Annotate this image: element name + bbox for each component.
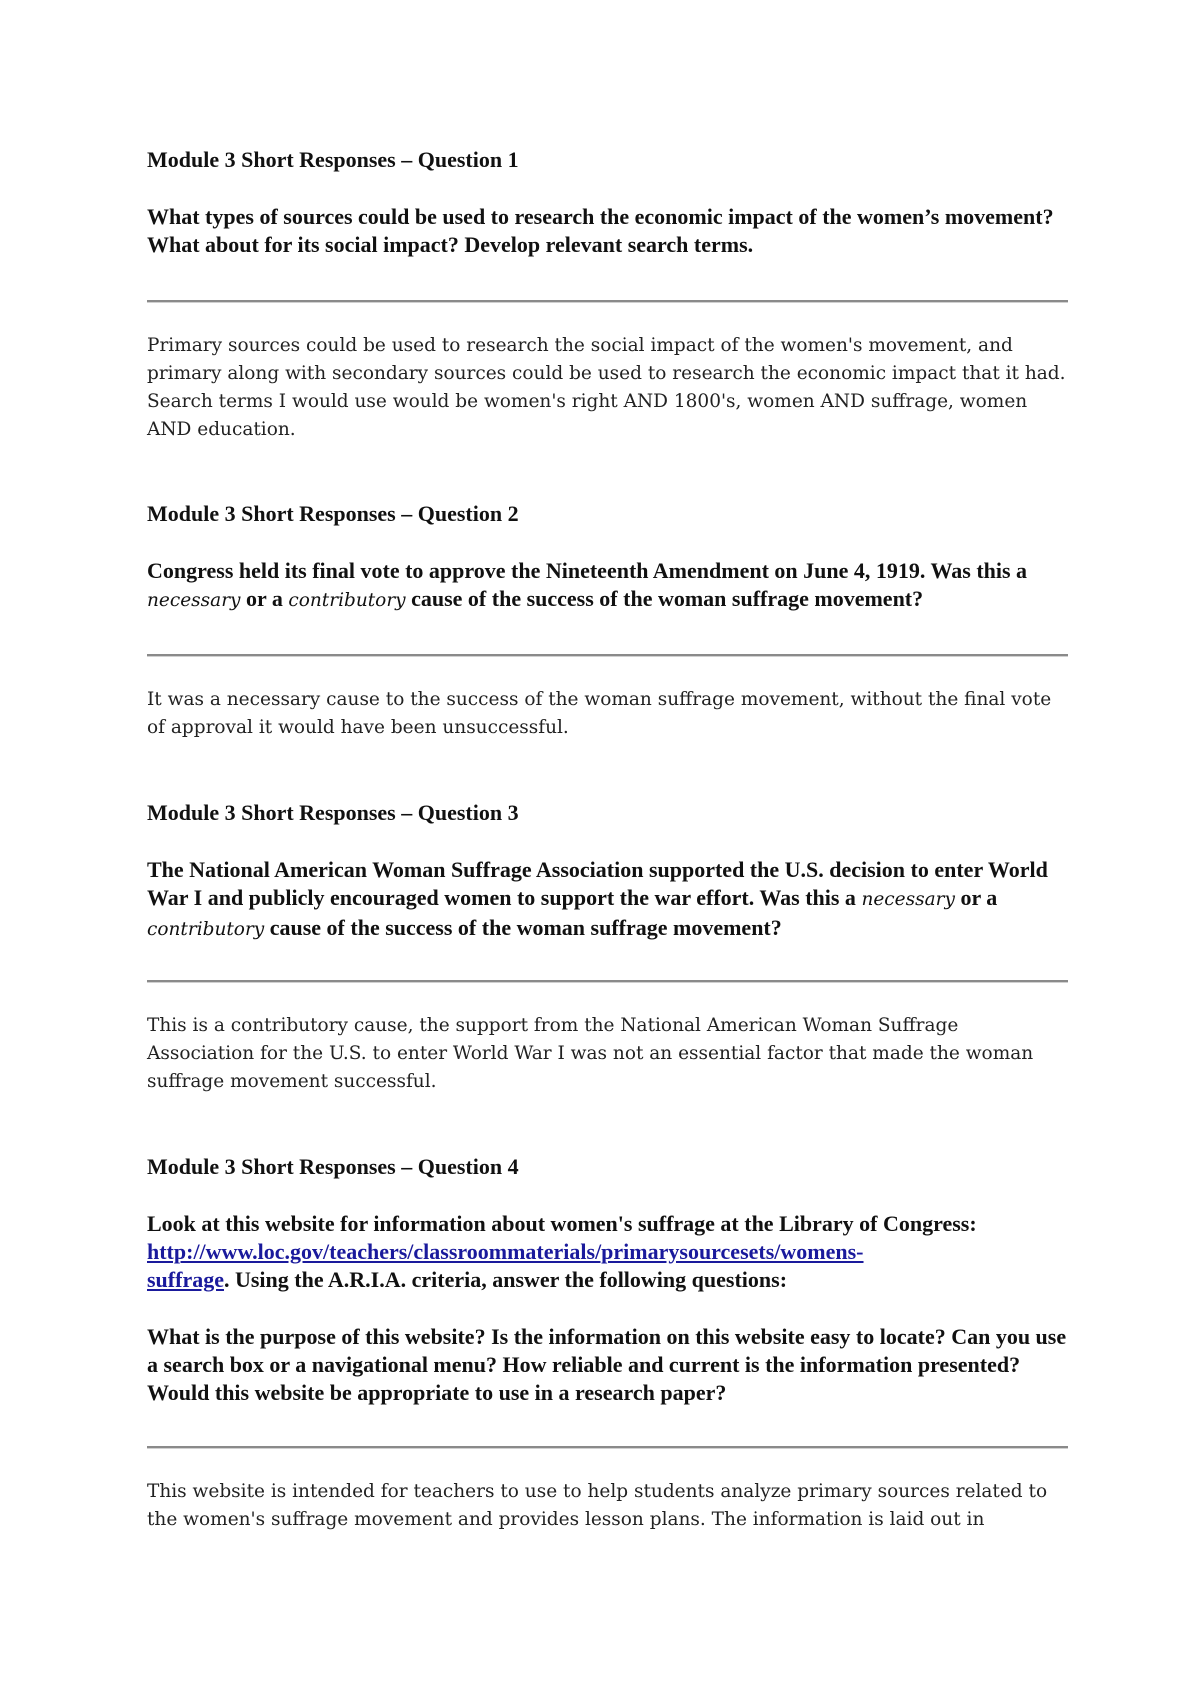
- q2-necessary-term: necessary: [147, 590, 241, 611]
- loc-link-line-2: suffrage: [147, 1267, 224, 1292]
- q3-heading: Module 3 Short Responses – Question 3: [147, 800, 519, 825]
- q4-answer: This website is intended for teachers to use to help students analyze primary sources related to the women's suffrage movement and provides lesson plans. The information is laid out in: [147, 1481, 1048, 1530]
- q4-intro-text-2: . Using the A.R.I.A. criteria, answer the following questions:: [223, 1267, 788, 1292]
- loc-link-line-1: http://www.loc.gov/teachers/classroommaterials/primarysourcesets/womens-: [147, 1239, 864, 1264]
- q2-divider: [147, 654, 1068, 657]
- q4-divider: [147, 1446, 1068, 1449]
- q4-question: What is the purpose of this website? Is the information on this website easy to locate? Can you use a search box or a navigational menu? How reliable and current is the information presented? Would this website be appropriate to use in a research paper?: [147, 1324, 1067, 1405]
- q1-question: What types of sources could be used to research the economic impact of the women’s movement? What about for its social impact? Develop relevant search terms.: [147, 204, 1054, 257]
- q3-contributory-term: contributory: [147, 919, 265, 940]
- q2-question: [147, 557, 1067, 615]
- q1-divider: [147, 300, 1068, 303]
- q3-answer: This is a contributory cause, the support from the National American Woman Suffrage Association for the U.S. to enter World War I was not an essential factor that made the woman suffrage movement successful.: [147, 1015, 1034, 1092]
- q3-divider: [147, 980, 1068, 983]
- q3-question-text-3: cause of the success of the woman suffrage movement?: [264, 915, 782, 940]
- q3-question: [147, 856, 1067, 944]
- q3-question-text-2: or a: [954, 885, 998, 910]
- q4-intro-text-1: Look at this website for information about women's suffrage at the Library of Congress:: [147, 1211, 977, 1236]
- q2-heading: Module 3 Short Responses – Question 2: [147, 501, 519, 526]
- q2-answer: It was a necessary cause to the success of the woman suffrage movement, without the final vote of approval it would have been unsuccessful.: [147, 689, 1052, 738]
- q3-question-text-1: The National American Woman Suffrage Association supported the U.S. decision to enter World War I and publicly encouraged women to support the war effort. Was this a: [147, 857, 1048, 910]
- q2-question-text-1: Congress held its final vote to approve the Nineteenth Amendment on June 4, 1919. Was this a: [147, 558, 1028, 583]
- q1-answer: Primary sources could be used to research the social impact of the women's movement, and primary along with secondary sources could be used to research the economic impact that it had. Search terms I would use would be women's right AND 1800's, women AND suffrage, women AND education.: [147, 335, 1066, 440]
- q3-necessary-term: necessary: [861, 889, 955, 910]
- q2-question-text-3: cause of the success of the woman suffrage movement?: [405, 586, 924, 611]
- q4-intro: [147, 1210, 1067, 1294]
- q2-question-text-2: or a: [240, 586, 289, 611]
- q4-heading: Module 3 Short Responses – Question 4: [147, 1154, 519, 1179]
- q2-contributory-term: contributory: [288, 590, 406, 611]
- q1-heading: Module 3 Short Responses – Question 1: [147, 147, 519, 172]
